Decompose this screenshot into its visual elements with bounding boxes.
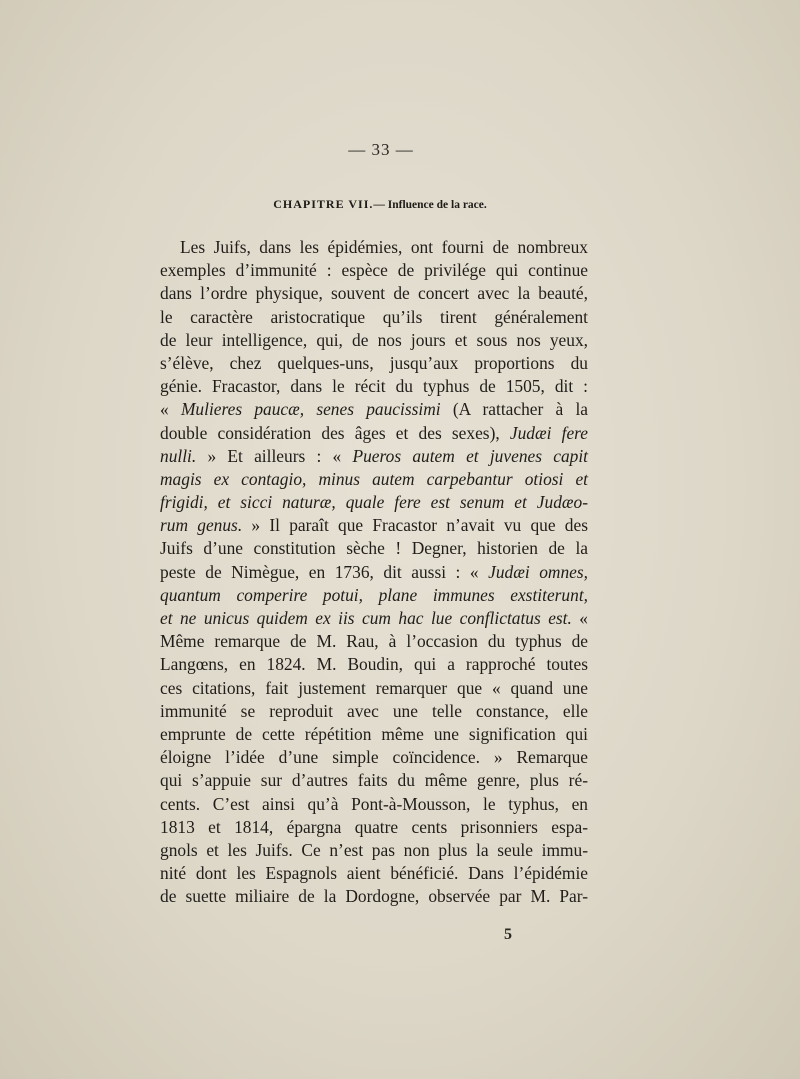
body-text bbox=[160, 236, 588, 908]
text-segment: « bbox=[160, 399, 181, 420]
italic-segment: quantum comperire potui, plane immunes exstiterunt, bbox=[160, 584, 588, 605]
text-segment: de leur intelligence, qui, de nos jours et sous nos yeux, bbox=[160, 329, 588, 350]
text-segment: immunité se reproduit avec une telle constance, elle bbox=[160, 700, 588, 721]
text-segment: s’élève, chez quelques-uns, jusqu’aux proportions du bbox=[160, 352, 588, 373]
text-segment: emprunte de cette répétition même une signification qui bbox=[160, 723, 588, 744]
text-line bbox=[160, 584, 588, 607]
text-segment: Les Juifs, dans les épidémies, ont fourni de nombreux bbox=[180, 237, 588, 257]
text-line bbox=[160, 607, 588, 630]
text-segment: le caractère aristocratique qu’ils tirent généralement bbox=[160, 306, 588, 327]
text-line bbox=[160, 677, 588, 700]
text-segment: ces citations, fait justement remarquer que « quand une bbox=[160, 677, 588, 698]
text-segment: Langœns, en 1824. M. Boudin, qui a rapproché toutes bbox=[160, 654, 588, 675]
italic-segment: rum genus. bbox=[160, 515, 243, 536]
text-segment: double considération des âges et des sexes), bbox=[160, 422, 510, 443]
italic-segment: Mulieres paucæ, senes paucissimi bbox=[180, 399, 441, 420]
text-segment: » Et ailleurs : « bbox=[196, 445, 353, 466]
text-line bbox=[160, 491, 588, 514]
text-segment: de suette miliaire de la Dordogne, observée par M. Par- bbox=[160, 886, 588, 907]
text-line bbox=[160, 537, 588, 560]
text-line bbox=[160, 514, 588, 537]
text-segment: (A rattacher à la bbox=[440, 399, 589, 420]
italic-segment: frigidi, et sicci naturæ, quale fere est senum et Judæo- bbox=[160, 492, 588, 513]
chapter-label: CHAPITRE VII. bbox=[273, 197, 374, 211]
text-segment: éloigne l’idée d’une simple coïncidence. » Remarque bbox=[160, 747, 588, 768]
text-line bbox=[160, 793, 588, 816]
text-line bbox=[160, 259, 588, 282]
text-line bbox=[160, 885, 588, 908]
text-segment: qui s’appuie sur d’autres faits du même genre, plus ré- bbox=[160, 770, 588, 791]
text-segment: génie. Fracastor, dans le récit du typhus de 1505, dit : bbox=[160, 376, 588, 397]
text-line bbox=[160, 306, 588, 329]
text-line bbox=[160, 445, 588, 468]
text-segment: nité dont les Espagnols aient bénéficié. Dans l’épidémie bbox=[160, 863, 588, 884]
text-line bbox=[160, 816, 588, 839]
italic-segment: et ne unicus quidem ex iis cum hac lue conflictatus est. bbox=[160, 608, 572, 628]
text-segment: dans l’ordre physique, souvent de concert avec la beauté, bbox=[160, 283, 588, 304]
text-line bbox=[160, 630, 588, 653]
text-line bbox=[160, 653, 588, 676]
text-line bbox=[160, 769, 588, 792]
text-line bbox=[160, 236, 588, 259]
italic-segment: nulli. bbox=[160, 445, 197, 466]
text-segment: exemples d’immunité : espèce de privilége qui continue bbox=[160, 260, 588, 281]
text-line bbox=[160, 746, 588, 769]
text-segment: 1813 et 1814, épargna quatre cents prisonniers espa- bbox=[160, 816, 588, 837]
text-line bbox=[160, 839, 588, 862]
page-number: — 33 — bbox=[348, 140, 414, 159]
italic-segment: Judæi omnes, bbox=[488, 561, 588, 582]
text-line bbox=[160, 561, 588, 584]
text-line bbox=[160, 398, 588, 421]
italic-segment: magis ex contagio, minus autem carpebantur otiosi et bbox=[160, 468, 588, 489]
text-line bbox=[160, 700, 588, 723]
text-line bbox=[160, 282, 588, 305]
text-line bbox=[160, 422, 588, 445]
text-line bbox=[160, 468, 588, 491]
text-segment: Même remarque de M. Rau, à l’occasion du typhus de bbox=[160, 631, 588, 652]
italic-segment: Judæi fere bbox=[509, 422, 589, 443]
text-segment: gnols et les Juifs. Ce n’est pas non plus la seule immu- bbox=[160, 839, 588, 860]
text-line bbox=[160, 329, 588, 352]
text-line bbox=[160, 862, 588, 885]
chapter-title: — Influence de la race. bbox=[373, 199, 487, 211]
text-segment: « bbox=[571, 608, 588, 628]
signature-mark: 5 bbox=[504, 926, 512, 943]
text-segment: Juifs d’une constitution sèche ! Degner, historien de la bbox=[160, 538, 588, 559]
italic-segment: Pueros autem et juvenes capit bbox=[352, 445, 588, 466]
text-segment: » Il paraît que Fracastor n’avait vu que des bbox=[242, 515, 588, 536]
text-line bbox=[160, 375, 588, 398]
chapter-heading bbox=[0, 197, 760, 212]
text-segment: cents. C’est ainsi qu’à Pont-à-Mousson, le typhus, en bbox=[160, 793, 588, 814]
text-line bbox=[160, 352, 588, 375]
text-line bbox=[160, 723, 588, 746]
text-segment: peste de Nimègue, en 1736, dit aussi : « bbox=[160, 561, 489, 582]
